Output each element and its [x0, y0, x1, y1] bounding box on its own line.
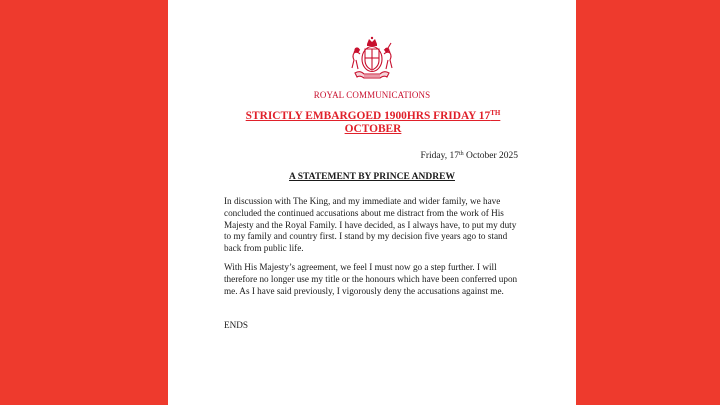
statement-document — [168, 0, 576, 405]
statement-heading: A STATEMENT BY PRINCE ANDREW — [289, 172, 455, 182]
left-red-panel — [0, 0, 168, 405]
statement-paragraph-2: With His Majesty’s agreement, we feel I must now go a step further. I will therefore no longer use my title or the honours which have been conferred upon me. As I have said previously, I vigorously deny the accusations against me. — [224, 262, 518, 296]
right-red-panel — [576, 0, 720, 405]
date-ordinal: th — [458, 151, 464, 157]
statement-date — [421, 151, 518, 161]
statement-closing: ENDS — [224, 320, 248, 330]
department-name: ROYAL COMMUNICATIONS — [313, 90, 431, 100]
embargo-superscript: TH — [490, 109, 501, 117]
date-day: Friday, 17 — [420, 151, 459, 161]
embargo-text: STRICTLY EMBARGOED 1900HRS FRIDAY 17 — [245, 110, 491, 122]
statement-paragraph-1: In discussion with The King, and my immediate and wider family, we have concluded the continued accusations about me distract from the work of His Majesty and the Royal Family. I have decided, as I always have, to put my duty to my family and country first. I stand by my decision five years ago to stand back from public life. — [224, 196, 517, 254]
embargo-notice — [228, 110, 518, 136]
date-month-year: October 2025 — [463, 151, 518, 161]
embargo-month: OCTOBER — [344, 123, 402, 135]
royal-coat-of-arms-icon — [346, 36, 398, 82]
